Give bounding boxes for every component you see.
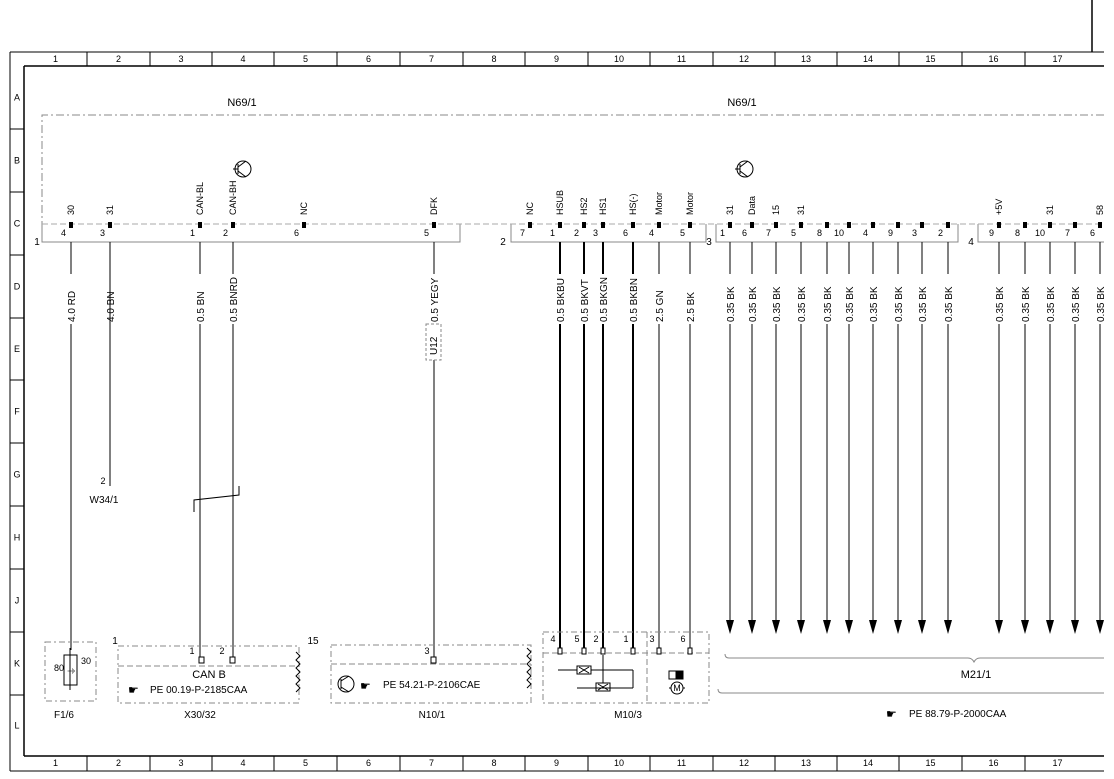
pin-terminal: [558, 222, 562, 228]
n10-break-icon: [527, 648, 531, 688]
pin-name-label: CAN-BL: [195, 181, 205, 215]
m10-terminal: [582, 648, 586, 654]
pin-number-label: 3: [911, 228, 917, 238]
wire-label: 0.35 BK: [797, 286, 808, 322]
grid-column-label: 2: [115, 758, 122, 768]
pin-number-label: 10: [833, 228, 844, 238]
m10-pin-label: 6: [680, 634, 686, 644]
grid-column-label: 17: [1052, 758, 1063, 768]
grid-column-label: 4: [240, 758, 246, 768]
grid-column-label: 15: [925, 758, 936, 768]
pin-terminal: [302, 222, 306, 228]
wire-label: 0.5 BN: [196, 291, 207, 322]
pin-number-label: 6: [1089, 228, 1095, 238]
grid-column-label: 12: [738, 54, 750, 64]
pin-terminal: [774, 222, 778, 228]
grid-column-label: 3: [178, 54, 184, 64]
pin-number-label: 4: [862, 228, 868, 238]
grid-row-ruler: [10, 93, 24, 731]
arrow-icon: [1046, 620, 1054, 634]
grid-column-label: 1: [52, 758, 59, 768]
arrow-icon: [918, 620, 926, 634]
pin-name-label: 30: [66, 204, 76, 215]
wire-label: 0.5 YEGY: [430, 277, 441, 322]
arrow-icon: [995, 620, 1003, 634]
pin-number-label: 3: [592, 228, 598, 238]
fuse-block-f16: [45, 642, 96, 701]
connector-id-2: 2: [500, 237, 506, 248]
grid-column-label: 10: [613, 54, 625, 64]
grid-column-label: 6: [365, 758, 372, 768]
connector-pins: [61, 180, 1105, 238]
reference-hand-icon: ☛: [886, 707, 897, 721]
grid-column-label: 12: [738, 758, 750, 768]
heater-switch-icon: [558, 655, 633, 691]
pin-terminal: [1048, 222, 1052, 228]
f16-terminal-30: 30: [80, 656, 92, 666]
module-n10: [331, 645, 531, 703]
pin-number-label: 5: [790, 228, 796, 238]
component-label-n10: N10/1: [418, 710, 446, 721]
pin-number-label: 7: [765, 228, 771, 238]
arrow-icon: [845, 620, 853, 634]
pin-name-label: DFK: [429, 197, 439, 215]
pin-terminal: [1098, 222, 1102, 228]
grid-row-label: B: [13, 155, 21, 166]
grid-column-label: 7: [428, 54, 435, 64]
component-label-x30: X30/32: [184, 710, 216, 721]
pin-terminal: [997, 222, 1001, 228]
grid-column-ruler-bottom: [53, 756, 1063, 771]
grid-column-ruler-top: [53, 52, 1063, 66]
pin-number-label: 6: [622, 228, 628, 238]
pin-name-label: 58: [1095, 204, 1105, 215]
transistor-icon: [233, 161, 251, 177]
m10-terminal: [688, 648, 692, 654]
pin-number-label: 2: [937, 228, 943, 238]
pin-number-label: 2: [573, 228, 579, 238]
grid-column-label: 5: [302, 758, 309, 768]
pin-terminal: [108, 222, 112, 228]
wire-label: 0.35 BK: [1071, 286, 1082, 322]
n10-pin: 3: [424, 646, 430, 656]
pin-terminal: [688, 222, 692, 228]
pin-number-label: 10: [1034, 228, 1045, 238]
x30-terminal-1: [199, 657, 204, 663]
pin-name-label: 31: [796, 204, 806, 215]
reference-hand-icon: ☛: [128, 683, 139, 697]
transistor-icon: [735, 161, 753, 177]
grid-column-label: 11: [676, 758, 687, 768]
pin-name-label: 31: [105, 204, 115, 215]
pin-name-label: 15: [771, 204, 781, 215]
wire-label: 0.35 BK: [845, 286, 856, 322]
x30-connector-num: 1: [112, 636, 118, 647]
wire-label: 0.35 BK: [944, 286, 955, 322]
pin-terminal: [69, 222, 73, 228]
arrow-icon: [797, 620, 805, 634]
component-label-m21: M21/1: [960, 669, 992, 681]
pin-number-label: 6: [293, 228, 299, 238]
pin-terminal: [198, 222, 202, 228]
bracket-m21: [718, 654, 1104, 693]
w34-pin: 2: [100, 476, 106, 486]
grid-column-label: 9: [553, 54, 560, 64]
arrow-icon: [944, 620, 952, 634]
pin-number-label: 4: [60, 228, 66, 238]
pin-terminal: [432, 222, 436, 228]
pin-name-label: HS2: [579, 197, 589, 215]
grid-row-label: G: [13, 469, 21, 480]
pin-terminal: [728, 222, 732, 228]
grid-column-label: 1: [52, 54, 59, 64]
grid-column-label: 13: [800, 758, 812, 768]
x30-terminal-2: [230, 657, 235, 663]
grid-column-label: 5: [302, 54, 309, 64]
pin-terminal: [946, 222, 950, 228]
wires: [64, 242, 1107, 657]
wire-label: 0.35 BK: [1021, 286, 1032, 322]
wire-label: 0.35 BK: [772, 286, 783, 322]
motor-symbol: M: [673, 683, 681, 693]
pin-number-label: 1: [549, 228, 555, 238]
pin-terminal: [799, 222, 803, 228]
grid-column-label: 14: [862, 54, 874, 64]
connector-id-1: 1: [34, 237, 40, 248]
reference-hand-icon: ☛: [360, 679, 371, 693]
arrow-icon: [1021, 620, 1029, 634]
wire-label: 2.5 GN: [655, 290, 666, 322]
pin-terminal: [847, 222, 851, 228]
m10-pin-label: 5: [574, 634, 580, 644]
m10-pin-label: 1: [623, 634, 629, 644]
grid-column-label: 17: [1052, 54, 1063, 64]
module-label-n69-right: N69/1: [727, 97, 757, 109]
pin-name-label: NC: [299, 202, 309, 215]
x30-pin-1: 1: [189, 646, 195, 656]
pe-ref-m21: PE 88.79-P-2000CAA: [909, 709, 1007, 720]
pin-terminal: [631, 222, 635, 228]
wire-label: 0.35 BK: [823, 286, 834, 322]
pin-name-label: Data: [747, 195, 757, 215]
pin-number-label: 1: [719, 228, 725, 238]
wire-label: 4.0 BN: [106, 291, 117, 322]
component-label-f16: F1/6: [53, 710, 75, 721]
m10-terminal: [657, 648, 661, 654]
grid-column-label: 6: [365, 54, 372, 64]
u12-label: U12: [429, 336, 440, 355]
m10-pin-label: 2: [593, 634, 599, 644]
wire-label: 0.5 BKVT: [580, 279, 591, 322]
pin-name-label: +5V: [994, 198, 1004, 215]
pin-name-label: Motor: [685, 191, 695, 215]
pin-terminal: [582, 222, 586, 228]
grid-column-label: 4: [240, 54, 246, 64]
wire-label: 0.5 BKBN: [629, 278, 640, 322]
pin-number-label: 4: [648, 228, 654, 238]
m10-pin-label: 3: [649, 634, 655, 644]
pin-number-label: 9: [887, 228, 893, 238]
m10-terminal: [601, 648, 605, 654]
grid-column-label: 3: [178, 758, 184, 768]
pin-name-label: CAN-BH: [228, 180, 238, 215]
wire-label: 0.35 BK: [1096, 286, 1107, 322]
pin-terminal: [920, 222, 924, 228]
grid-row-label: K: [13, 658, 21, 669]
m10-pin-label: 4: [550, 634, 556, 644]
x30-pin-2: 2: [219, 646, 225, 656]
pin-name-label: HS(-): [628, 193, 638, 215]
pin-name-label: HSUB: [555, 189, 565, 215]
twisted-pair-symbol: [194, 486, 239, 512]
pin-terminal: [750, 222, 754, 228]
arrow-icon: [823, 620, 831, 634]
grid-row-label: F: [14, 406, 20, 417]
pin-number-label: 5: [679, 228, 685, 238]
grid-row-label: A: [13, 92, 21, 103]
component-label-m10: M10/3: [614, 710, 642, 721]
pin-number-label: 3: [99, 228, 105, 238]
n10-terminal: [431, 657, 436, 663]
arrow-icon: [1096, 620, 1104, 634]
pin-name-label: HS1: [598, 197, 608, 215]
component-label-w34: W34/1: [89, 495, 119, 506]
wire-label: 0.35 BK: [748, 286, 759, 322]
arrow-icon: [1071, 620, 1079, 634]
wire-label: 0.5 BKGN: [599, 276, 610, 322]
pin-number-label: 9: [988, 228, 994, 238]
grid-column-label: 8: [491, 54, 497, 64]
arrow-icon: [869, 620, 877, 634]
grid-column-label: 7: [428, 758, 435, 768]
grid-column-label: 16: [988, 54, 999, 64]
pe-ref-x30: PE 00.19-P-2185CAA: [150, 685, 248, 696]
module-label-n69-left: N69/1: [227, 97, 257, 109]
pin-terminal: [825, 222, 829, 228]
pin-number-label: 8: [816, 228, 822, 238]
pin-terminal: [871, 222, 875, 228]
wire-label: 0.5 BKBU: [556, 278, 567, 322]
pin-name-label: 31: [725, 204, 735, 215]
connector-id-3: 3: [706, 237, 712, 248]
pin-name-label: Motor: [654, 191, 664, 215]
grid-column-label: 16: [988, 758, 999, 768]
pin-terminal: [1023, 222, 1027, 228]
connector-id-4: 4: [968, 237, 974, 248]
wire-label: 4.0 RD: [67, 290, 78, 322]
pin-terminal: [896, 222, 900, 228]
pin-number-label: 7: [519, 228, 525, 238]
arrow-icon: [726, 620, 734, 634]
wire-label: 0.35 BK: [726, 286, 737, 322]
f16-terminal-80: 80: [53, 663, 65, 673]
arrow-icon: [894, 620, 902, 634]
m10-pins: [550, 634, 692, 654]
grid-column-label: 11: [676, 54, 687, 64]
arrow-icon: [772, 620, 780, 634]
wire-label: 0.5 BNRD: [229, 276, 240, 322]
pin-terminal: [657, 222, 661, 228]
wire-label: 0.35 BK: [869, 286, 880, 322]
pin-number-label: 6: [741, 228, 747, 238]
grid-column-label: 9: [553, 758, 560, 768]
grid-column-label: 8: [491, 758, 497, 768]
grid-row-label: J: [14, 595, 20, 606]
x30-ref: 15: [307, 636, 319, 647]
grid-row-label: C: [13, 218, 21, 229]
pin-number-label: 8: [1014, 228, 1020, 238]
grid-column-label: 10: [613, 758, 625, 768]
drawing-frame: [10, 0, 1104, 771]
grid-column-label: 13: [800, 54, 812, 64]
grid-row-label: D: [13, 281, 21, 292]
pin-name-label: 31: [1045, 204, 1055, 215]
m10-terminal: [558, 648, 562, 654]
m10-terminal: [631, 648, 635, 654]
wire-label: 0.35 BK: [918, 286, 929, 322]
pin-number-label: 5: [423, 228, 429, 238]
arrow-icon: [748, 620, 756, 634]
grid-column-label: 15: [925, 54, 936, 64]
grid-column-label: 14: [862, 758, 874, 768]
wire-label: 0.35 BK: [995, 286, 1006, 322]
pin-number-label: 2: [222, 228, 228, 238]
canb-label: CAN B: [192, 669, 226, 681]
pin-terminal: [601, 222, 605, 228]
wire-label: 0.35 BK: [1046, 286, 1057, 322]
transistor-icon: [338, 676, 354, 692]
pin-terminal: [231, 222, 235, 228]
wire-label: 2.5 BK: [686, 291, 697, 322]
grid-row-label: L: [14, 720, 20, 731]
pin-name-label: NC: [525, 202, 535, 215]
fuse-icon: ⏚: [67, 666, 77, 676]
wire-label: 0.35 BK: [894, 286, 905, 322]
pin-terminal: [1073, 222, 1077, 228]
grid-column-label: 2: [115, 54, 122, 64]
pin-number-label: 7: [1064, 228, 1070, 238]
pin-number-label: 1: [189, 228, 195, 238]
pe-ref-n10: PE 54.21-P-2106CAE: [383, 680, 481, 691]
grid-row-label: H: [13, 532, 21, 543]
grid-row-label: E: [13, 344, 21, 354]
pin-terminal: [528, 222, 532, 228]
